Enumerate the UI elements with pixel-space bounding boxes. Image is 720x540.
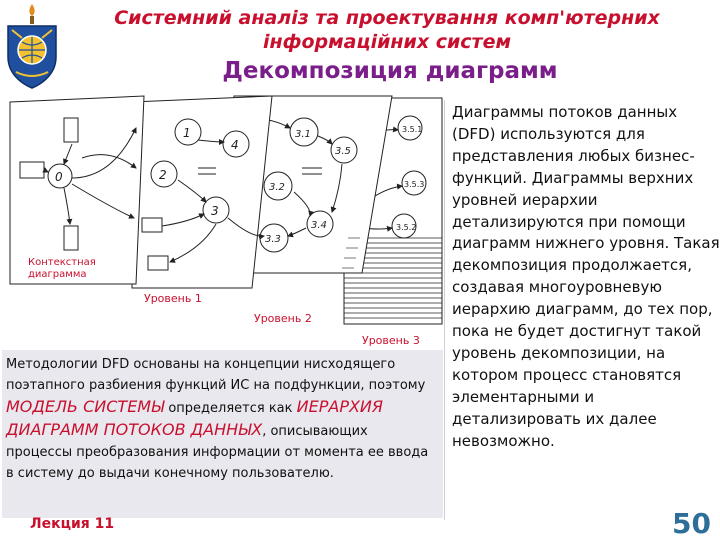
level1-label: Уровень 1 xyxy=(144,292,202,305)
level3-label: Уровень 3 xyxy=(362,334,420,347)
node-3-4: 3.4 xyxy=(311,220,327,231)
node-3-3: 3.3 xyxy=(265,234,281,245)
page-subtitle: Декомпозиция диаграмм xyxy=(222,58,558,84)
node-2: 2 xyxy=(159,168,167,182)
right-description: Диаграммы потоков данных (DFD) используются для представления любых бизнес-функций. Диаграммы верхних уровней иерархии детализируются при помощи диаграмм нижнего уровня. Такая декомпозиция продолжается, создавая многоуровневую иерархию диаграмм, до тех пор, пока не будет достигнут такой уровень декомпозиции, на котором процесс становятся элементарными и детализировать их далее невозможно. xyxy=(452,103,720,450)
description-part3: , описывающих процессы преобразования информации от момента ее ввода в систему до выдачи конечному пользователю. xyxy=(6,424,429,481)
node-3-1: 3.1 xyxy=(295,129,311,140)
lecture-label: Лекция 11 xyxy=(30,516,115,532)
node-3: 3 xyxy=(211,204,219,218)
description-part2: определяется как xyxy=(164,401,297,416)
highlight-hierarchy: ИЕРАРХИЯ ДИАГРАММ ПОТОКОВ ДАННЫХ xyxy=(6,397,384,439)
node-3-5-1: 3.5.1 xyxy=(402,125,423,134)
divider xyxy=(444,100,445,520)
level2-label: Уровень 2 xyxy=(254,312,312,325)
description-text xyxy=(6,354,436,484)
header-title-line1: Системний аналіз та проектування комп'ютерних xyxy=(114,7,660,29)
torch-icon xyxy=(29,4,34,16)
node-3-5-3: 3.5.3 xyxy=(404,180,425,189)
level1-sheet xyxy=(132,96,272,288)
node-0: 0 xyxy=(55,170,63,184)
node-3-5: 3.5 xyxy=(335,146,351,157)
header-title-line2: інформаційних систем xyxy=(263,31,511,53)
context-label-line1: Контекстная xyxy=(28,257,96,268)
page-header xyxy=(62,6,712,54)
node-3-2: 3.2 xyxy=(269,182,285,193)
page-number: 50 xyxy=(672,507,711,540)
node-1: 1 xyxy=(183,126,191,140)
highlight-model: МОДЕЛЬ СИСТЕМЫ xyxy=(6,397,165,416)
description-part1: Методологии DFD основаны на концепции нисходящего поэтапного разбиения функций ИС на подфункции, поэтому xyxy=(6,357,426,393)
node-4: 4 xyxy=(231,138,239,152)
node-3-5-2: 3.5.2 xyxy=(396,223,417,232)
context-label-line2: диаграмма xyxy=(28,269,87,280)
context-sheet xyxy=(10,96,144,284)
dfd-decomposition-diagram xyxy=(2,88,446,350)
university-logo xyxy=(2,2,62,92)
